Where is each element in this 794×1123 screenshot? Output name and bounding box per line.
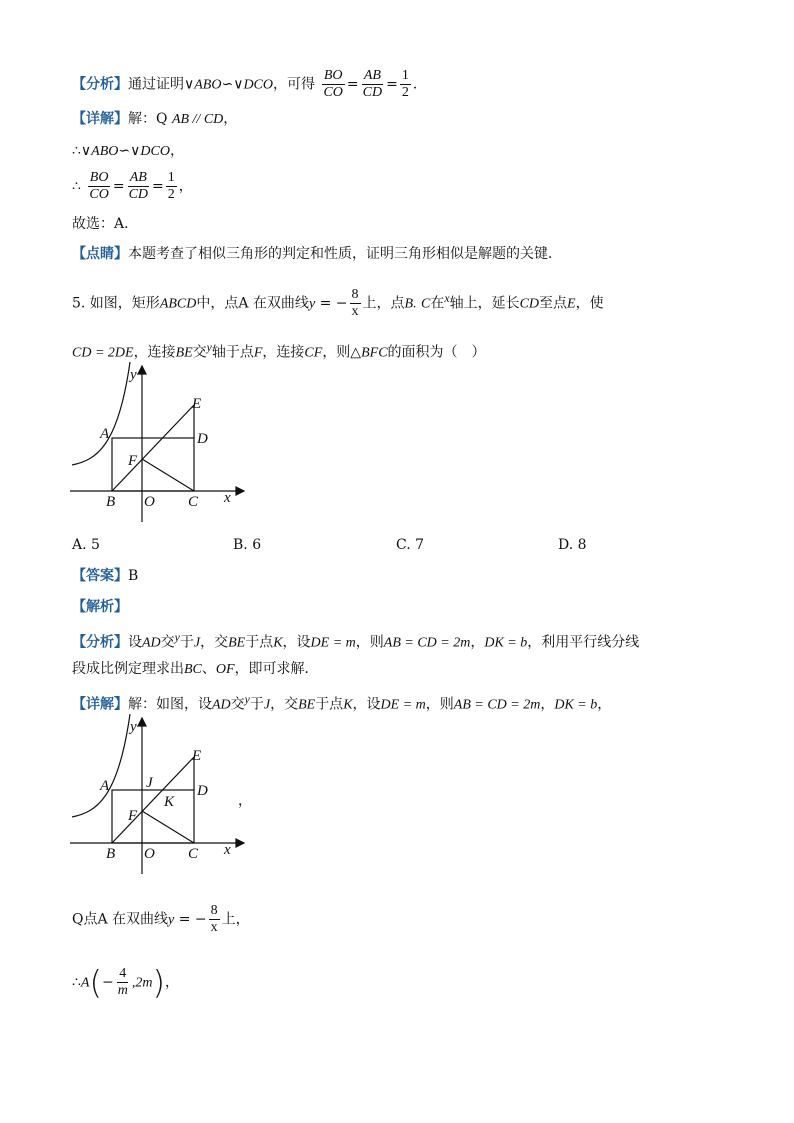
step-line-1: ∴∨ABO∽∨DCO， <box>72 143 184 159</box>
label-f: F <box>128 453 138 469</box>
hyperbola <box>72 714 130 817</box>
fraction: $\frac{4}{m}$ <box>117 966 128 998</box>
choice-line: 故选：A． <box>72 216 139 232</box>
fraction: $\frac{1}{2}$ <box>167 170 175 202</box>
figure-2-comma: ， <box>238 793 252 809</box>
options-row <box>0 534 794 556</box>
label-d: D <box>197 431 208 447</box>
label-x: x <box>224 842 231 858</box>
label-a: A <box>100 426 110 442</box>
fraction: $\frac{BO}{CO}$ <box>323 68 343 100</box>
jiexi-line: 【解析】 <box>72 599 128 615</box>
hyperbola <box>72 362 130 465</box>
label-f: F <box>128 808 138 824</box>
label-y: y <box>130 719 137 735</box>
option-d[interactable]: D. 8 <box>558 537 587 553</box>
step-line-3: Q点A 在双曲线y = − $\frac{8}{x}$ 上， <box>72 903 250 935</box>
label-k: K <box>164 794 175 810</box>
figure-1 <box>66 362 246 527</box>
fraction: $\frac{AB}{CD}$ <box>362 68 383 100</box>
step-line-4: ∴A(− $\frac{4}{m}$ ,2m)， <box>72 963 179 1002</box>
answer-line: 【答案】B <box>72 568 139 584</box>
analysis-line-1: 【分析】通过证明∨ABO∽∨DCO，可得 $\frac{BO}{CO}$ = $\frac{AB}{CD}$ = $\frac{1}{2}$ ． <box>72 68 427 100</box>
detail-2-line: 【详解】解：如图，设AD交$^y$于J，交BE于点K，设DE = m，则AB = CD = 2m，DK = b， <box>72 693 612 713</box>
label-b: B <box>106 846 116 862</box>
option-c[interactable]: C. 7 <box>396 537 425 553</box>
fraction: $\frac{BO}{CO}$ <box>89 170 109 202</box>
detail-line-1: 【详解】解：Q AB // CD， <box>72 111 238 127</box>
label-c: C <box>188 846 199 862</box>
label-a: A <box>100 778 110 794</box>
label-j: J <box>146 775 153 791</box>
label-o: O <box>144 494 155 510</box>
fraction: $\frac{1}{2}$ <box>401 68 409 100</box>
option-b[interactable]: B. 6 <box>233 537 262 553</box>
fraction: $\frac{AB}{CD}$ <box>128 170 149 202</box>
step-line-2: ∴ $\frac{BO}{CO}$ = $\frac{AB}{CD}$ = $\frac{1}{2}$ ， <box>72 170 193 202</box>
question-5-line-1: 5. 如图，矩形ABCD中，点A 在双曲线y = − $\frac{8}{x}$ 上，点B. C在$^x$轴上，延长CD至点E，使 <box>72 287 604 319</box>
label-d: D <box>197 783 208 799</box>
fraction: $\frac{8}{x}$ <box>210 903 218 935</box>
label-e: E <box>192 748 202 764</box>
question-5-line-2: CD = 2DE，连接BE交$^y$轴于点F，连接CF，则△BFC的面积为（ ） <box>72 341 486 361</box>
analysis-2-line-1: 【分析】设AD交$^y$于J，交BE于点K，设DE = m，则AB = CD = 2m，DK = b，利用平行线分线 <box>72 631 640 651</box>
label-x: x <box>224 490 231 506</box>
fraction: $\frac{8}{x}$ <box>351 287 359 319</box>
option-a[interactable]: A. 5 <box>72 537 100 553</box>
analysis-2-line-2: 段成比例定理求出BC、OF，即可求解． <box>72 661 319 677</box>
label-c: C <box>188 494 199 510</box>
figure-2 <box>66 714 246 879</box>
label-e: E <box>192 396 202 412</box>
comment-line: 【点睛】本题考查了相似三角形的判定和性质，证明三角形相似是解题的关键． <box>72 246 562 262</box>
label-o: O <box>144 846 155 862</box>
label-b: B <box>106 494 116 510</box>
label-y: y <box>130 367 137 383</box>
